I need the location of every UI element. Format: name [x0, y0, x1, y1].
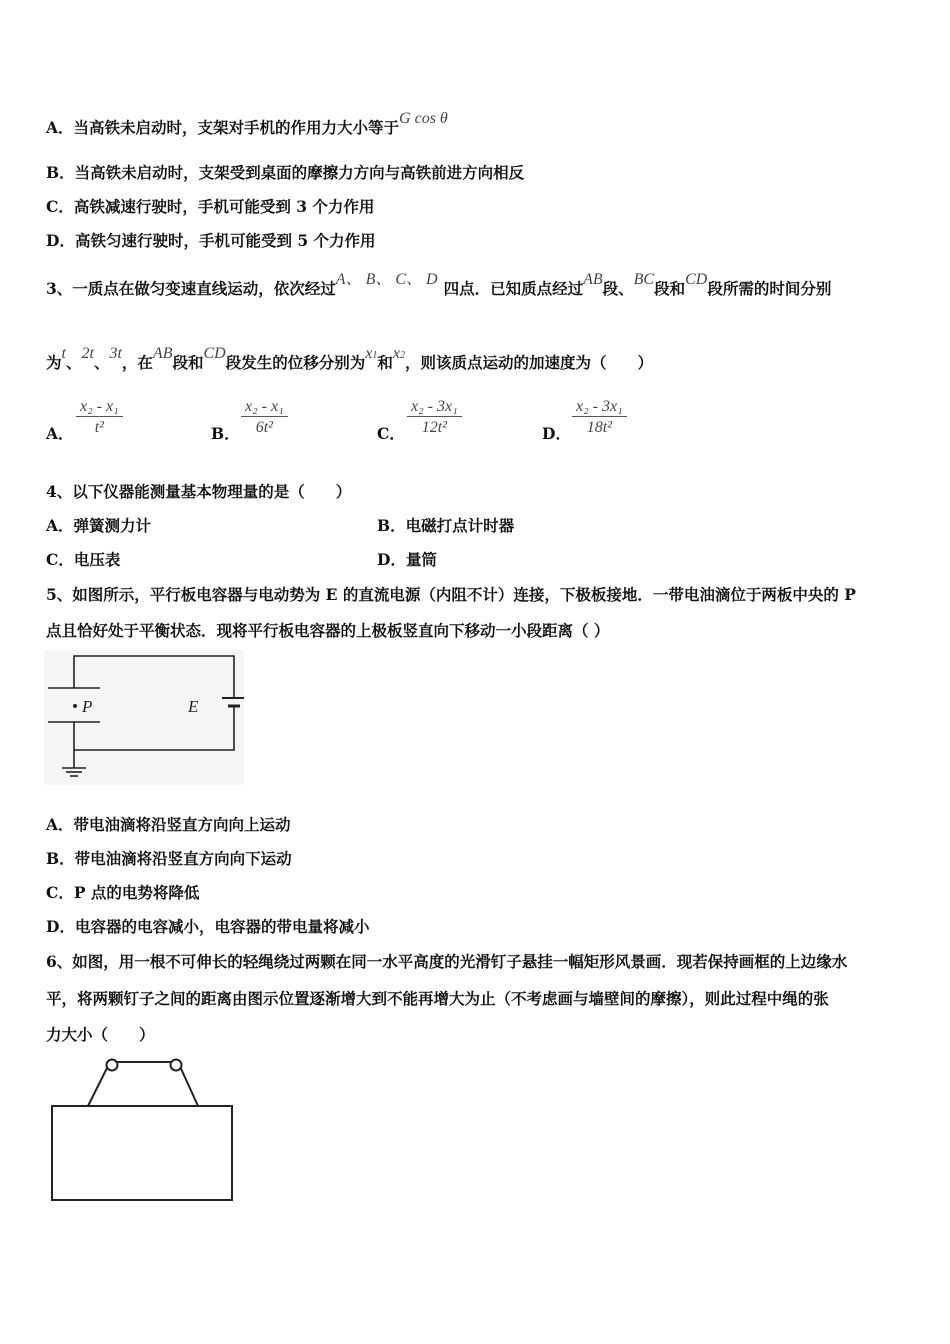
q3-option-a-fraction[interactable] [76, 398, 123, 437]
q3-ab: AB [583, 271, 603, 288]
rope [88, 1062, 198, 1106]
q3-option-a-numerator: x₂ - x₁ [76, 398, 123, 417]
q2-option-a-text: 当高铁未启动时，支架对手机的作用力大小等于 [73, 118, 400, 137]
q3-time1: t [61, 345, 66, 362]
q3-text: 为 [46, 353, 62, 372]
q4-option-a[interactable]: A．弹簧测力计 [46, 516, 152, 535]
q3-text: 段、 [602, 279, 634, 298]
q3-x2 [393, 345, 405, 362]
q3-text: 3、一质点在做匀变速直线运动，依次经过 [46, 279, 336, 298]
q3-text: 和 [377, 353, 393, 372]
q3-x1 [365, 345, 377, 362]
q3-text: 段和 [654, 279, 686, 298]
q3-text: 段所需的时间分别 [707, 279, 832, 298]
q3-option-b-denominator: 6t² [255, 419, 273, 436]
q3-text: 段发生的位移分别为 [225, 353, 366, 372]
q2-option-a-math: G cos θ [399, 110, 448, 127]
q3-option-c-label[interactable]: C． [377, 424, 405, 443]
q3-stem-line2 [46, 345, 653, 373]
q3-sep: 、 [93, 353, 110, 372]
q4-option-b[interactable]: B．电磁打点计时器 [377, 516, 515, 535]
q3-x1-sub: 1 [372, 350, 378, 361]
left-nail [107, 1060, 118, 1071]
emf-e-label: E [188, 697, 199, 716]
q3-text: 四点．已知质点经过 [443, 279, 584, 298]
hanging-picture-figure [48, 1052, 238, 1204]
q3-option-d-numerator: x₂ - 3x₁ [572, 398, 627, 417]
q5-option-b[interactable]: B．带电油滴将沿竖直方向向下运动 [46, 849, 292, 868]
q3-text: ，在 [121, 353, 153, 372]
q3-option-c-fraction[interactable] [407, 398, 462, 437]
q3-option-a-label[interactable]: A． [46, 424, 74, 443]
q3-text: ，则该质点运动的加速度为（ ） [404, 353, 653, 372]
q3-option-d-label[interactable]: D． [542, 424, 571, 443]
q4-option-c[interactable]: C．电压表 [46, 550, 121, 569]
q3-option-c-numerator: x₂ - 3x₁ [407, 398, 462, 417]
q4-stem: 4、以下仪器能测量基本物理量的是（ ） [46, 482, 352, 501]
q3-ab: AB [152, 345, 173, 362]
q3-option-b-label[interactable]: B． [211, 424, 240, 443]
q5-option-d[interactable]: D．电容器的电容减小，电容器的带电量将减小 [46, 917, 370, 936]
q3-x1-var: x [365, 345, 373, 362]
q3-x2-var: x [392, 345, 400, 362]
q3-option-d-denominator: 18t² [586, 419, 612, 436]
q3-option-d-fraction[interactable] [572, 398, 627, 437]
q6-stem-line2: 平，将两颗钉子之间的距离由图示位置逐渐增大到不能再增大为止（不考虑画与墙壁间的摩擦），则此过程中绳的张 [46, 989, 829, 1008]
q3-sep: 、 [65, 353, 82, 372]
q3-option-c-denominator: 12t² [421, 419, 447, 436]
q3-time3: 3t [109, 345, 122, 362]
q5-option-a[interactable]: A．带电油滴将沿竖直方向向上运动 [46, 815, 291, 834]
picture-frame [52, 1106, 232, 1200]
q3-x2-sub: 2 [399, 350, 405, 361]
oil-drop-dot [73, 704, 77, 708]
q3-option-b-fraction[interactable] [241, 398, 288, 437]
q3-bc: BC [633, 271, 655, 288]
q3-option-a-denominator: t² [94, 419, 104, 436]
right-nail [171, 1060, 182, 1071]
q5-option-c[interactable]: C．P 点的电势将降低 [46, 883, 200, 902]
q2-option-a[interactable] [46, 110, 448, 138]
q2-option-d[interactable]: D．高铁匀速行驶时，手机可能受到 5 个力作用 [46, 231, 376, 250]
q6-stem-line3: 力大小（ ） [46, 1025, 155, 1044]
q3-cd: CD [203, 345, 226, 362]
q3-cd: CD [685, 271, 708, 288]
q5-stem-line1: 5、如图所示，平行板电容器与电动势为 E 的直流电源（内阻不计）连接，下极板接地．一带电油滴位于两板中央的 P [46, 585, 856, 604]
capacitor-circuit-figure [44, 650, 244, 785]
q5-stem-line2: 点且恰好处于平衡状态．现将平行板电容器的上极板竖直向下移动一小段距离（ ） [46, 621, 610, 640]
q2-option-c[interactable]: C．高铁减速行驶时，手机可能受到 3 个力作用 [46, 197, 375, 216]
q3-option-b-numerator: x₂ - x₁ [241, 398, 288, 417]
q2-option-b[interactable]: B．当高铁未启动时，支架受到桌面的摩擦力方向与高铁前进方向相反 [46, 163, 525, 182]
q3-time2: 2t [81, 345, 94, 362]
point-p-label: P [82, 697, 93, 716]
q3-text: 段和 [172, 353, 204, 372]
q3-points: A、 B、 C、 D [335, 271, 438, 288]
q6-stem-line1: 6、如图，用一根不可伸长的轻绳绕过两颗在同一水平高度的光滑钉子悬挂一幅矩形风景画．现若保持画框的上边缘水 [46, 952, 848, 971]
q4-option-d[interactable]: D．量筒 [377, 550, 437, 569]
q2-option-a-label: A． [46, 118, 74, 137]
q3-stem-line1 [46, 271, 832, 299]
